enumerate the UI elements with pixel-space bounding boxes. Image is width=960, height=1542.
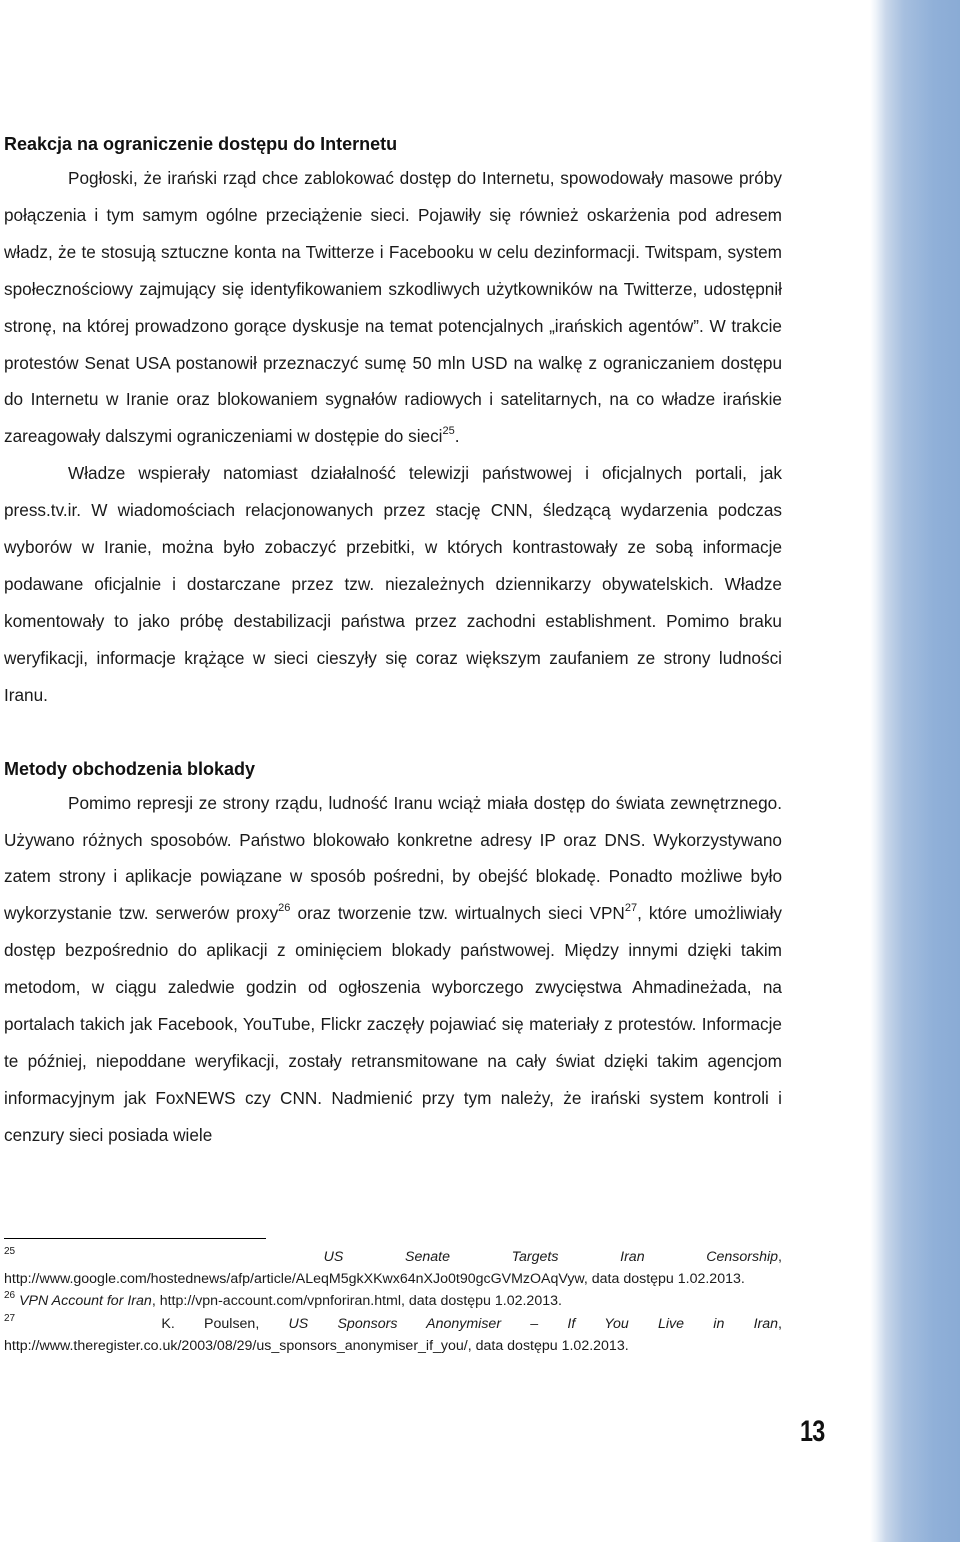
footnote-source[interactable]: , http://vpn-account.com/vpnforiran.html, data dostępu 1.02.2013.	[151, 1293, 562, 1310]
section-heading-reakcja: Reakcja na ograniczenie dostępu do Internetu	[4, 134, 398, 154]
footnote-ref-25[interactable]: 25	[442, 425, 455, 438]
footnote-ref-26[interactable]: 26	[278, 902, 291, 915]
footnote-title: US Senate Targets Iran Censorship	[323, 1249, 779, 1265]
paragraph-1	[4, 160, 782, 455]
decorative-side-bar	[864, 0, 960, 1542]
footnote-26	[4, 1290, 782, 1312]
footnote-source[interactable]: , http://www.google.com/hostednews/afp/article/ALeqM5gkXKwx64nXJo0t90gcGVMzOAqVyw, data dostępu 1.02.2013.	[4, 1249, 782, 1288]
main-content	[4, 128, 782, 1154]
footnote-source[interactable]: , http://www.theregister.co.uk/2003/08/29/us_sponsors_anonymiser_if_you/, data dostępu 1.02.2013.	[4, 1315, 782, 1354]
footnote-ref-27[interactable]: 27	[624, 902, 638, 915]
page-number: 13	[800, 1415, 825, 1448]
paragraph-3	[4, 785, 782, 1154]
footnote-title: US Sponsors Anonymiser – If You Live in Iran	[288, 1315, 779, 1332]
paragraph-3-text-b: oraz tworzenie tzw. wirtualnych sieci VPN	[290, 903, 625, 924]
footnote-number: 25	[4, 1246, 16, 1257]
footnote-25	[4, 1246, 782, 1290]
footnotes	[4, 1246, 782, 1357]
paragraph-3-text-a: Pomimo represji ze strony rządu, ludność Iranu wciąż miała dostęp do świata zewnętrznego. Używano różnych sposobów. Państwo blokowało konkretne adresy IP oraz DNS. Wykorzystywano zatem strony i aplikacje powiązane w sposób pośredni, by obejść blokadę. Ponadto możliwe było wykorzystanie tzw. serwerów proxy	[4, 792, 782, 924]
footnote-number: 27	[4, 1312, 16, 1324]
footnote-title: VPN Account for Iran	[19, 1293, 152, 1310]
footnote-author: K. Poulsen,	[161, 1315, 289, 1332]
footnote-27	[4, 1313, 782, 1357]
section-heading-metody: Metody obchodzenia blokady	[4, 758, 256, 779]
paragraph-2: Władze wspierały natomiast działalność telewizji państwowej i oficjalnych portali, jak press.tv.ir. W wiadomościach relacjonowanych przez stację CNN, śledzącą wydarzenia podczas wyborów w Iranie, można było zobaczyć przebitki, w których kontrastowały ze sobą informacje podawane oficjalnie i dostarczane przez tzw. niezależnych dziennikarzy obywatelskich. Władze komentowały to jako próbę destabilizacji państwa przez zachodni establishment. Pomimo braku weryfikacji, informacje krążące w sieci cieszyły się coraz większym zaufaniem ze strony ludności Iranu.	[4, 463, 782, 705]
footnote-number: 26	[4, 1290, 16, 1302]
paragraph-3-text-c: , które umożliwiały dostęp bezpośrednio do aplikacji z ominięciem blokady państwowej. Między innymi dzięki takim metodom, w ciągu zaledwie godzin od ogłoszenia wyborczego zwycięstwa Ahmadineżada, na portalach takich jak Facebook, YouTube, Flickr zaczęły pojawiać się materiały z protestów. Informacje te później, niepoddane weryfikacji, zostały retransmitowane na cały świat dzięki takim agencjom informacyjnym jak FoxNEWS czy CNN. Nadmienić przy tym należy, że irański system kontroli i cenzury sieci posiada wiele	[4, 903, 782, 1145]
footnote-separator	[4, 1238, 266, 1239]
paragraph-1-text: Pogłoski, że irański rząd chce zablokować dostęp do Internetu, spowodowały masowe próby połączenia i tym samym ogólne przeciążenie sieci. Pojawiły się również oskarżenia pod adresem władz, że te stosują sztuczne konta na Twitterze i Facebooku w celu dezinformacji. Twitspam, system społecznościowy zajmujący się identyfikowaniem szkodliwych użytkowników na Twitterze, udostępnił stronę, na której prowadzono gorące dyskusje na temat potencjalnych „irańskich agentów”. W trakcie protestów Senat USA postanowił przeznaczyć sumę 50 mln USD na walkę z ograniczaniem dostępu do Internetu w Iranie oraz blokowaniem sygnałów radiowych i satelitarnych, na co władze irańskie zareagowały dalszymi ograniczeniami w dostępie do sieci	[4, 168, 782, 447]
paragraph-1-end: .	[454, 426, 460, 447]
